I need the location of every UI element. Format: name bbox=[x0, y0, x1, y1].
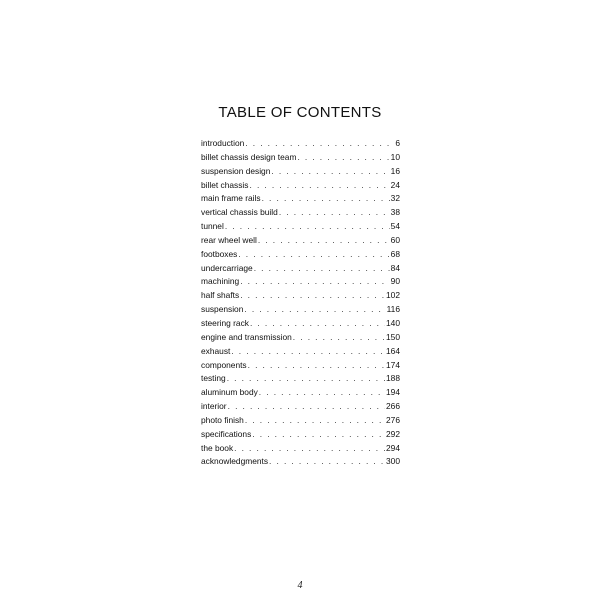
toc-dot-leader bbox=[240, 290, 385, 300]
toc-entry-label: exhaust bbox=[201, 345, 231, 356]
toc-entry bbox=[201, 276, 400, 290]
toc-entry bbox=[201, 207, 400, 221]
table-of-contents bbox=[201, 138, 400, 470]
toc-entry-label: components bbox=[201, 359, 247, 370]
page-title: TABLE OF CONTENTS bbox=[218, 104, 382, 121]
toc-dot-leader bbox=[225, 221, 390, 231]
toc-dot-leader bbox=[258, 235, 390, 245]
toc-entry-label: footboxes bbox=[201, 248, 238, 259]
toc-dot-leader bbox=[231, 346, 385, 356]
toc-entry-page: 174 bbox=[386, 359, 400, 370]
toc-entry-page: 194 bbox=[386, 387, 400, 398]
toc-dot-leader bbox=[279, 207, 390, 217]
toc-dot-leader bbox=[238, 249, 389, 259]
toc-entry-page: 24 bbox=[390, 179, 400, 190]
toc-entry bbox=[201, 318, 400, 332]
toc-entry bbox=[201, 429, 400, 443]
toc-entry-page: 54 bbox=[390, 221, 400, 232]
toc-dot-leader bbox=[228, 401, 385, 411]
toc-entry-label: main frame rails bbox=[201, 193, 261, 204]
toc-entry-page: 150 bbox=[386, 331, 400, 342]
toc-entry bbox=[201, 221, 400, 235]
toc-entry bbox=[201, 304, 400, 318]
toc-entry-label: the book bbox=[201, 442, 234, 453]
toc-entry bbox=[201, 152, 400, 166]
toc-entry bbox=[201, 443, 400, 457]
toc-dot-leader bbox=[250, 318, 385, 328]
toc-dot-leader bbox=[248, 360, 385, 370]
toc-entry bbox=[201, 235, 400, 249]
toc-entry-page: 116 bbox=[386, 304, 400, 315]
toc-entry-page: 164 bbox=[386, 345, 400, 356]
toc-entry-page: 294 bbox=[386, 442, 400, 453]
toc-dot-leader bbox=[293, 332, 385, 342]
toc-entry-label: photo finish bbox=[201, 414, 244, 425]
toc-entry bbox=[201, 332, 400, 346]
toc-entry-page: 10 bbox=[390, 151, 400, 162]
toc-entry bbox=[201, 346, 400, 360]
toc-entry-page: 188 bbox=[386, 373, 400, 384]
toc-dot-leader bbox=[297, 152, 389, 162]
toc-entry-label: specifications bbox=[201, 428, 252, 439]
toc-entry-label: half shafts bbox=[201, 290, 240, 301]
toc-entry-page: 276 bbox=[386, 414, 400, 425]
toc-entry bbox=[201, 180, 400, 194]
toc-dot-leader bbox=[245, 138, 394, 148]
toc-dot-leader bbox=[227, 373, 385, 383]
toc-entry bbox=[201, 415, 400, 429]
toc-entry-label: suspension bbox=[201, 304, 244, 315]
toc-entry bbox=[201, 263, 400, 277]
toc-entry-page: 32 bbox=[390, 193, 400, 204]
toc-entry-page: 38 bbox=[390, 207, 400, 218]
toc-entry bbox=[201, 401, 400, 415]
toc-entry bbox=[201, 138, 400, 152]
toc-entry-page: 16 bbox=[390, 165, 400, 176]
toc-entry bbox=[201, 387, 400, 401]
toc-entry-label: interior bbox=[201, 401, 227, 412]
toc-entry-page: 60 bbox=[390, 234, 400, 245]
toc-entry bbox=[201, 249, 400, 263]
toc-entry-page: 6 bbox=[395, 138, 400, 148]
toc-entry-page: 292 bbox=[386, 428, 400, 439]
toc-entry-label: rear wheel well bbox=[201, 234, 257, 245]
toc-entry-page: 68 bbox=[390, 248, 400, 259]
toc-dot-leader bbox=[269, 456, 385, 466]
toc-entry-page: 140 bbox=[386, 317, 400, 328]
toc-dot-leader bbox=[234, 443, 385, 453]
toc-entry-label: aluminum body bbox=[201, 387, 258, 398]
toc-entry-page: 266 bbox=[386, 401, 400, 412]
toc-dot-leader bbox=[249, 180, 389, 190]
toc-entry-label: undercarriage bbox=[201, 262, 253, 273]
toc-dot-leader bbox=[245, 415, 385, 425]
toc-dot-leader bbox=[244, 304, 385, 314]
toc-entry-label: suspension design bbox=[201, 165, 271, 176]
toc-entry-label: machining bbox=[201, 276, 240, 287]
toc-entry-label: testing bbox=[201, 373, 226, 384]
toc-dot-leader bbox=[259, 387, 385, 397]
toc-entry bbox=[201, 290, 400, 304]
toc-entry-page: 102 bbox=[386, 290, 400, 301]
toc-entry-page: 84 bbox=[390, 262, 400, 273]
toc-entry-label: acknowledgments bbox=[201, 456, 269, 467]
toc-entry-label: engine and transmission bbox=[201, 331, 292, 342]
toc-entry-label: billet chassis design team bbox=[201, 151, 297, 162]
toc-entry-label: tunnel bbox=[201, 221, 224, 232]
toc-entry-label: steering rack bbox=[201, 317, 249, 328]
toc-dot-leader bbox=[262, 193, 390, 203]
toc-entry bbox=[201, 373, 400, 387]
toc-dot-leader bbox=[240, 276, 389, 286]
toc-entry-page: 300 bbox=[386, 456, 400, 467]
toc-entry bbox=[201, 193, 400, 207]
toc-entry bbox=[201, 166, 400, 180]
toc-entry-label: introduction bbox=[201, 138, 245, 148]
toc-dot-leader bbox=[252, 429, 385, 439]
toc-dot-leader bbox=[254, 263, 390, 273]
toc-dot-leader bbox=[271, 166, 389, 176]
page-number: 4 bbox=[297, 580, 303, 591]
toc-entry-label: vertical chassis build bbox=[201, 207, 278, 218]
toc-entry-label: billet chassis bbox=[201, 179, 249, 190]
toc-entry-page: 90 bbox=[390, 276, 400, 287]
toc-entry bbox=[201, 360, 400, 374]
toc-entry bbox=[201, 456, 400, 470]
